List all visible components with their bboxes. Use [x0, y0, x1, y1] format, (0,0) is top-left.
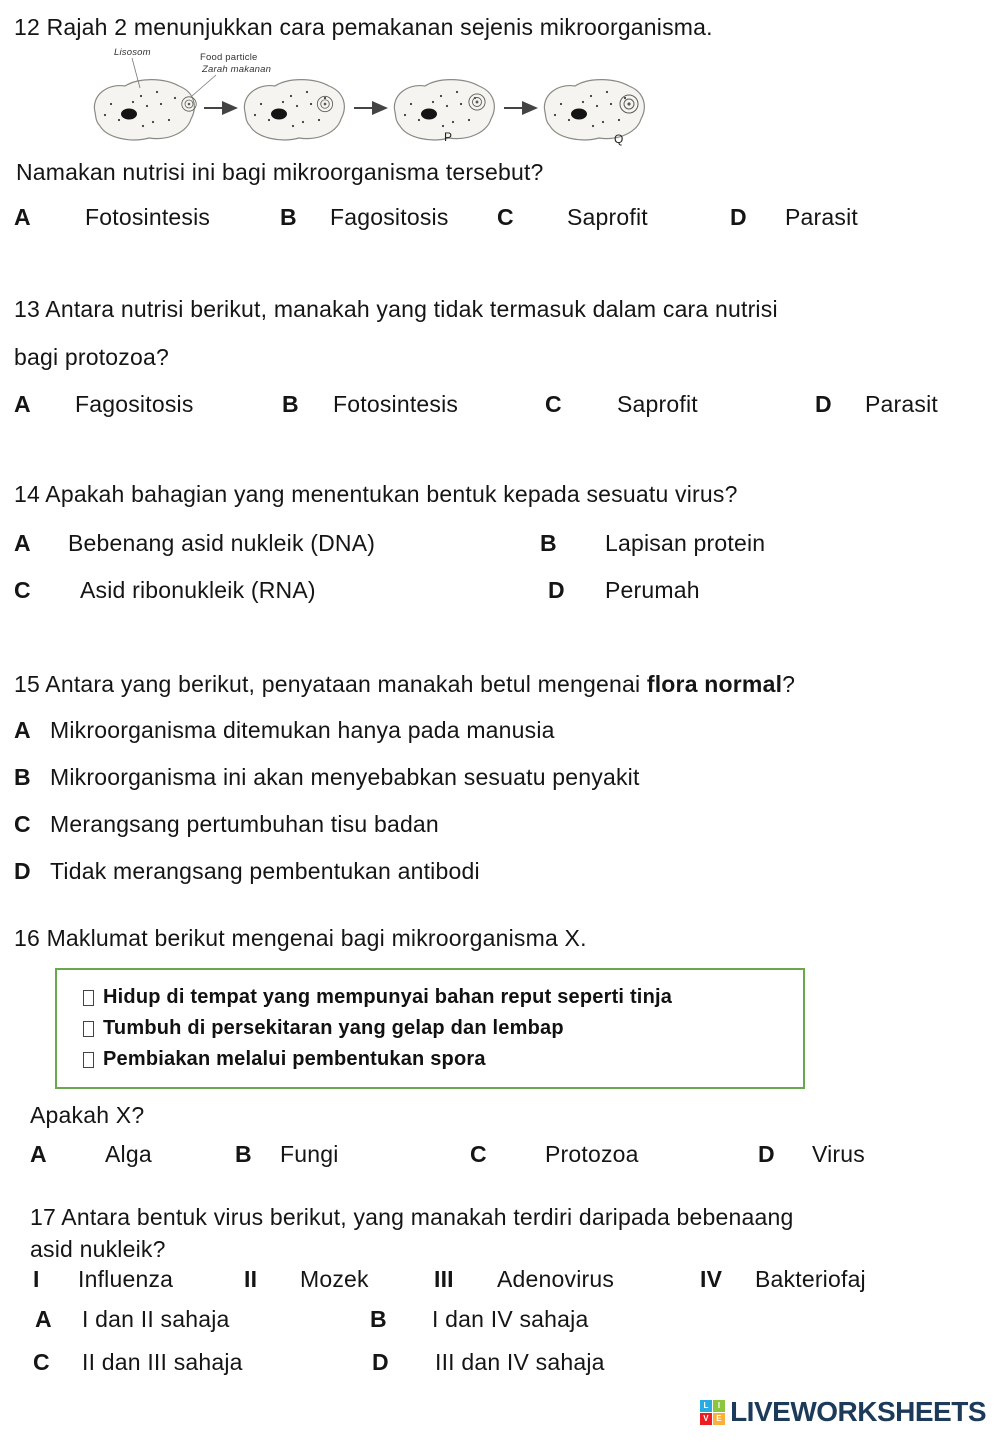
question-12-text: Namakan nutrisi ini bagi mikroorganisma tersebut?	[16, 159, 544, 185]
info-box-item	[83, 1048, 777, 1071]
question-16-text: Apakah X?	[30, 1102, 145, 1128]
info-box-item-text: Hidup di tempat yang mempunyai bahan reput seperti tinja	[103, 986, 673, 1008]
question-15-heading-bold: flora normal	[646, 671, 783, 697]
option-letter: C	[545, 391, 562, 417]
option-label: Fungi	[280, 1141, 339, 1167]
option-letter: A	[14, 391, 31, 417]
option-letter: D	[815, 391, 832, 417]
option-label: III dan IV sahaja	[435, 1349, 605, 1375]
numeral: II	[244, 1266, 258, 1292]
question-14-options-row2	[14, 577, 700, 604]
q13-option-b[interactable]	[282, 391, 545, 418]
option-label: Tidak merangsang pembentukan antibodi	[50, 858, 480, 884]
q14-option-a[interactable]	[14, 530, 540, 557]
option-letter: B	[235, 1141, 252, 1167]
numeral: III	[434, 1266, 454, 1292]
question-13-options	[14, 391, 938, 418]
q17-numeral-2	[244, 1266, 434, 1293]
option-letter: B	[370, 1306, 387, 1332]
q17-option-c[interactable]	[33, 1349, 372, 1376]
question-13-heading-line1: 13 Antara nutrisi berikut, manakah yang tidak termasuk dalam cara nutrisi	[14, 296, 778, 322]
option-label: Fagositosis	[330, 204, 449, 230]
q17-option-b[interactable]	[370, 1306, 588, 1333]
q12-option-d[interactable]	[730, 204, 858, 231]
phagocytosis-diagram	[88, 46, 688, 158]
option-label: Lapisan protein	[605, 530, 766, 556]
q17-numeral-3	[434, 1266, 700, 1293]
numeral-label: Adenovirus	[497, 1266, 615, 1292]
q16-option-b[interactable]	[235, 1141, 470, 1168]
numeral: IV	[700, 1266, 723, 1292]
info-box-item	[83, 1017, 777, 1040]
numeral: I	[33, 1266, 40, 1292]
option-letter: D	[14, 858, 31, 884]
q13-option-d[interactable]	[815, 391, 938, 418]
option-label: Saprofit	[567, 204, 648, 230]
liveworksheets-logo[interactable]	[700, 1396, 986, 1428]
q15-option-b[interactable]	[14, 764, 640, 791]
question-12-heading: 12 Rajah 2 menunjukkan cara pemakanan sejenis mikroorganisma.	[14, 14, 713, 40]
numeral-label: Mozek	[300, 1266, 369, 1292]
q13-option-c[interactable]	[545, 391, 815, 418]
q17-numeral-1	[33, 1266, 244, 1293]
q13-option-a[interactable]	[14, 391, 282, 418]
option-label: I dan IV sahaja	[432, 1306, 589, 1332]
q12-option-b[interactable]	[280, 204, 497, 231]
option-label: Mikroorganisma ini akan menyebabkan sesuatu penyakit	[50, 764, 640, 790]
diagram-label-food-particle: Food particle	[200, 52, 258, 63]
question-17-heading-line1: 17 Antara bentuk virus berikut, yang manakah terdiri daripada bebenaang	[30, 1204, 794, 1230]
q17-option-a[interactable]	[35, 1306, 370, 1333]
option-letter: A	[14, 717, 31, 743]
question-15-heading-suffix: ?	[782, 671, 796, 697]
option-label: Alga	[105, 1141, 152, 1167]
option-label: Fotosintesis	[333, 391, 459, 417]
option-label: Parasit	[865, 391, 938, 417]
option-label: Asid ribonukleik (RNA)	[80, 577, 316, 603]
option-letter: D	[372, 1349, 389, 1375]
option-label: Protozoa	[545, 1141, 639, 1167]
q14-option-b[interactable]	[540, 530, 765, 557]
option-letter: D	[758, 1141, 775, 1167]
q15-option-d[interactable]	[14, 858, 480, 885]
question-15-heading	[14, 671, 795, 698]
option-letter: C	[14, 577, 31, 603]
q17-numeral-4	[700, 1266, 866, 1293]
q14-option-d[interactable]	[548, 577, 700, 604]
info-box-item	[83, 986, 777, 1009]
option-label: II dan III sahaja	[82, 1349, 243, 1375]
q16-option-a[interactable]	[30, 1141, 235, 1168]
q16-option-c[interactable]	[470, 1141, 758, 1168]
q12-option-a[interactable]	[14, 204, 280, 231]
q15-option-a[interactable]	[14, 717, 555, 744]
option-label: Merangsang pertumbuhan tisu badan	[50, 811, 439, 837]
icon-letter: L	[700, 1400, 712, 1412]
diagram-label-lisosom: Lisosom	[114, 47, 151, 58]
liveworksheets-icon	[700, 1400, 725, 1425]
option-label: Fotosintesis	[85, 204, 211, 230]
option-label: Bebenang asid nukleik (DNA)	[68, 530, 376, 556]
q14-option-c[interactable]	[14, 577, 548, 604]
option-letter: B	[280, 204, 297, 230]
question-17-options-row2	[33, 1349, 605, 1376]
question-17-numerals	[33, 1266, 866, 1293]
q17-option-d[interactable]	[372, 1349, 605, 1376]
option-letter: D	[730, 204, 747, 230]
question-17-options-row1	[35, 1306, 588, 1333]
numeral-label: Bakteriofaj	[755, 1266, 866, 1292]
missing-glyph-icon	[83, 990, 94, 1006]
option-label: Parasit	[785, 204, 858, 230]
question-16-heading: 16 Maklumat berikut mengenai bagi mikroorganisma X.	[14, 925, 587, 951]
diagram-label-p: P	[444, 130, 453, 144]
option-letter: C	[497, 204, 514, 230]
liveworksheets-wordmark: LIVEWORKSHEETS	[730, 1396, 986, 1427]
icon-letter: E	[713, 1413, 725, 1425]
q16-option-d[interactable]	[758, 1141, 865, 1168]
diagram-label-q: Q	[614, 132, 624, 146]
icon-letter: V	[700, 1413, 712, 1425]
numeral-label: Influenza	[78, 1266, 174, 1292]
question-14-options-row1	[14, 530, 765, 557]
option-letter: A	[14, 204, 31, 230]
info-box-item-text: Pembiakan melalui pembentukan spora	[103, 1048, 486, 1070]
q12-option-c[interactable]	[497, 204, 730, 231]
option-label: Fagositosis	[75, 391, 194, 417]
question-14-heading: 14 Apakah bahagian yang menentukan bentuk kepada sesuatu virus?	[14, 481, 738, 507]
question-17-heading-line2: asid nukleik?	[30, 1236, 166, 1262]
option-label: Virus	[812, 1141, 865, 1167]
question-15-heading-prefix: 15 Antara yang berikut, penyataan manakah betul mengenai	[14, 671, 647, 697]
option-letter: B	[14, 764, 31, 790]
info-box	[55, 968, 805, 1089]
option-label: Mikroorganisma ditemukan hanya pada manusia	[50, 717, 555, 743]
option-label: I dan II sahaja	[82, 1306, 230, 1332]
question-13-heading-line2: bagi protozoa?	[14, 344, 169, 370]
icon-letter: I	[713, 1400, 725, 1412]
option-letter: A	[30, 1141, 47, 1167]
option-label: Perumah	[605, 577, 700, 603]
info-box-item-text: Tumbuh di persekitaran yang gelap dan lembap	[103, 1017, 564, 1039]
option-label: Saprofit	[617, 391, 698, 417]
option-letter: C	[14, 811, 31, 837]
option-letter: B	[282, 391, 299, 417]
option-letter: A	[14, 530, 31, 556]
option-letter: C	[470, 1141, 487, 1167]
option-letter: C	[33, 1349, 50, 1375]
option-letter: A	[35, 1306, 52, 1332]
missing-glyph-icon	[83, 1021, 94, 1037]
diagram-label-zarah-makanan: Zarah makanan	[202, 64, 272, 75]
missing-glyph-icon	[83, 1052, 94, 1068]
option-letter: D	[548, 577, 565, 603]
option-letter: B	[540, 530, 557, 556]
q15-option-c[interactable]	[14, 811, 439, 838]
question-16-options	[30, 1141, 865, 1168]
question-12-options	[14, 204, 858, 231]
